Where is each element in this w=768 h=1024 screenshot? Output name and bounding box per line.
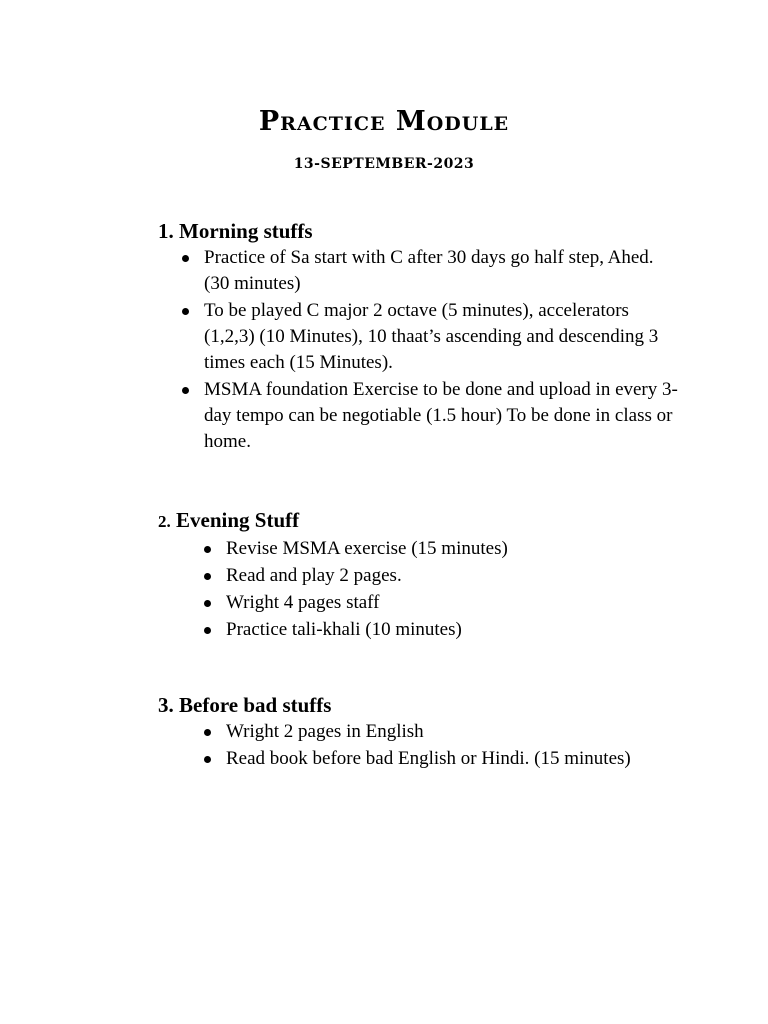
section-title: Before bad stuffs	[179, 693, 332, 717]
list-item-text: Wright 2 pages in English	[226, 721, 424, 742]
section-title: Morning stuffs	[179, 219, 313, 243]
bullet-list	[180, 245, 680, 455]
bullet-icon	[204, 756, 211, 763]
list-item-text: Read book before bad English or Hindi. (15 minutes)	[226, 748, 631, 769]
bullet-icon	[182, 255, 189, 262]
page-date: 13-SEPTEMBER-2023	[293, 156, 475, 172]
section-before-bed	[158, 691, 672, 773]
section-heading	[158, 506, 662, 536]
bullet-icon	[204, 729, 211, 736]
section-number: 1.	[158, 219, 174, 243]
list-item	[180, 245, 680, 297]
list-item-text: Practice of Sa start with C after 30 days go half step, Ahed. (30 minutes)	[204, 247, 654, 294]
bullet-icon	[204, 546, 211, 553]
list-item	[180, 298, 680, 376]
section-number: 3.	[158, 693, 174, 717]
list-item	[202, 590, 662, 616]
bullet-icon	[204, 573, 211, 580]
section-title: Evening Stuff	[176, 508, 300, 532]
bullet-list	[202, 536, 662, 643]
list-item-text: Revise MSMA exercise (15 minutes)	[226, 538, 508, 559]
bullet-icon	[204, 627, 211, 634]
list-item	[202, 563, 662, 589]
section-heading	[158, 217, 680, 245]
page-title: Practice Module	[258, 106, 510, 137]
section-number: 2.	[158, 512, 171, 531]
bullet-icon	[182, 387, 189, 394]
list-item-text: Practice tali-khali (10 minutes)	[226, 619, 462, 640]
section-heading	[158, 691, 672, 719]
list-item-text: MSMA foundation Exercise to be done and upload in every 3-day tempo can be negotiable (1.5 hour) To be done in class or home.	[204, 379, 678, 452]
list-item-text: To be played C major 2 octave (5 minutes), accelerators (1,2,3) (10 Minutes), 10 thaat’s ascending and descending 3 times each (15 Minutes).	[204, 300, 659, 373]
bullet-list	[202, 719, 672, 772]
list-item	[202, 746, 672, 772]
bullet-icon	[182, 308, 189, 315]
list-item	[202, 536, 662, 562]
section-morning	[158, 217, 680, 456]
bullet-icon	[204, 600, 211, 607]
list-item	[180, 377, 680, 455]
section-evening	[158, 506, 662, 644]
list-item	[202, 719, 672, 745]
list-item	[202, 617, 662, 643]
list-item-text: Wright 4 pages staff	[226, 592, 380, 613]
list-item-text: Read and play 2 pages.	[226, 565, 402, 586]
